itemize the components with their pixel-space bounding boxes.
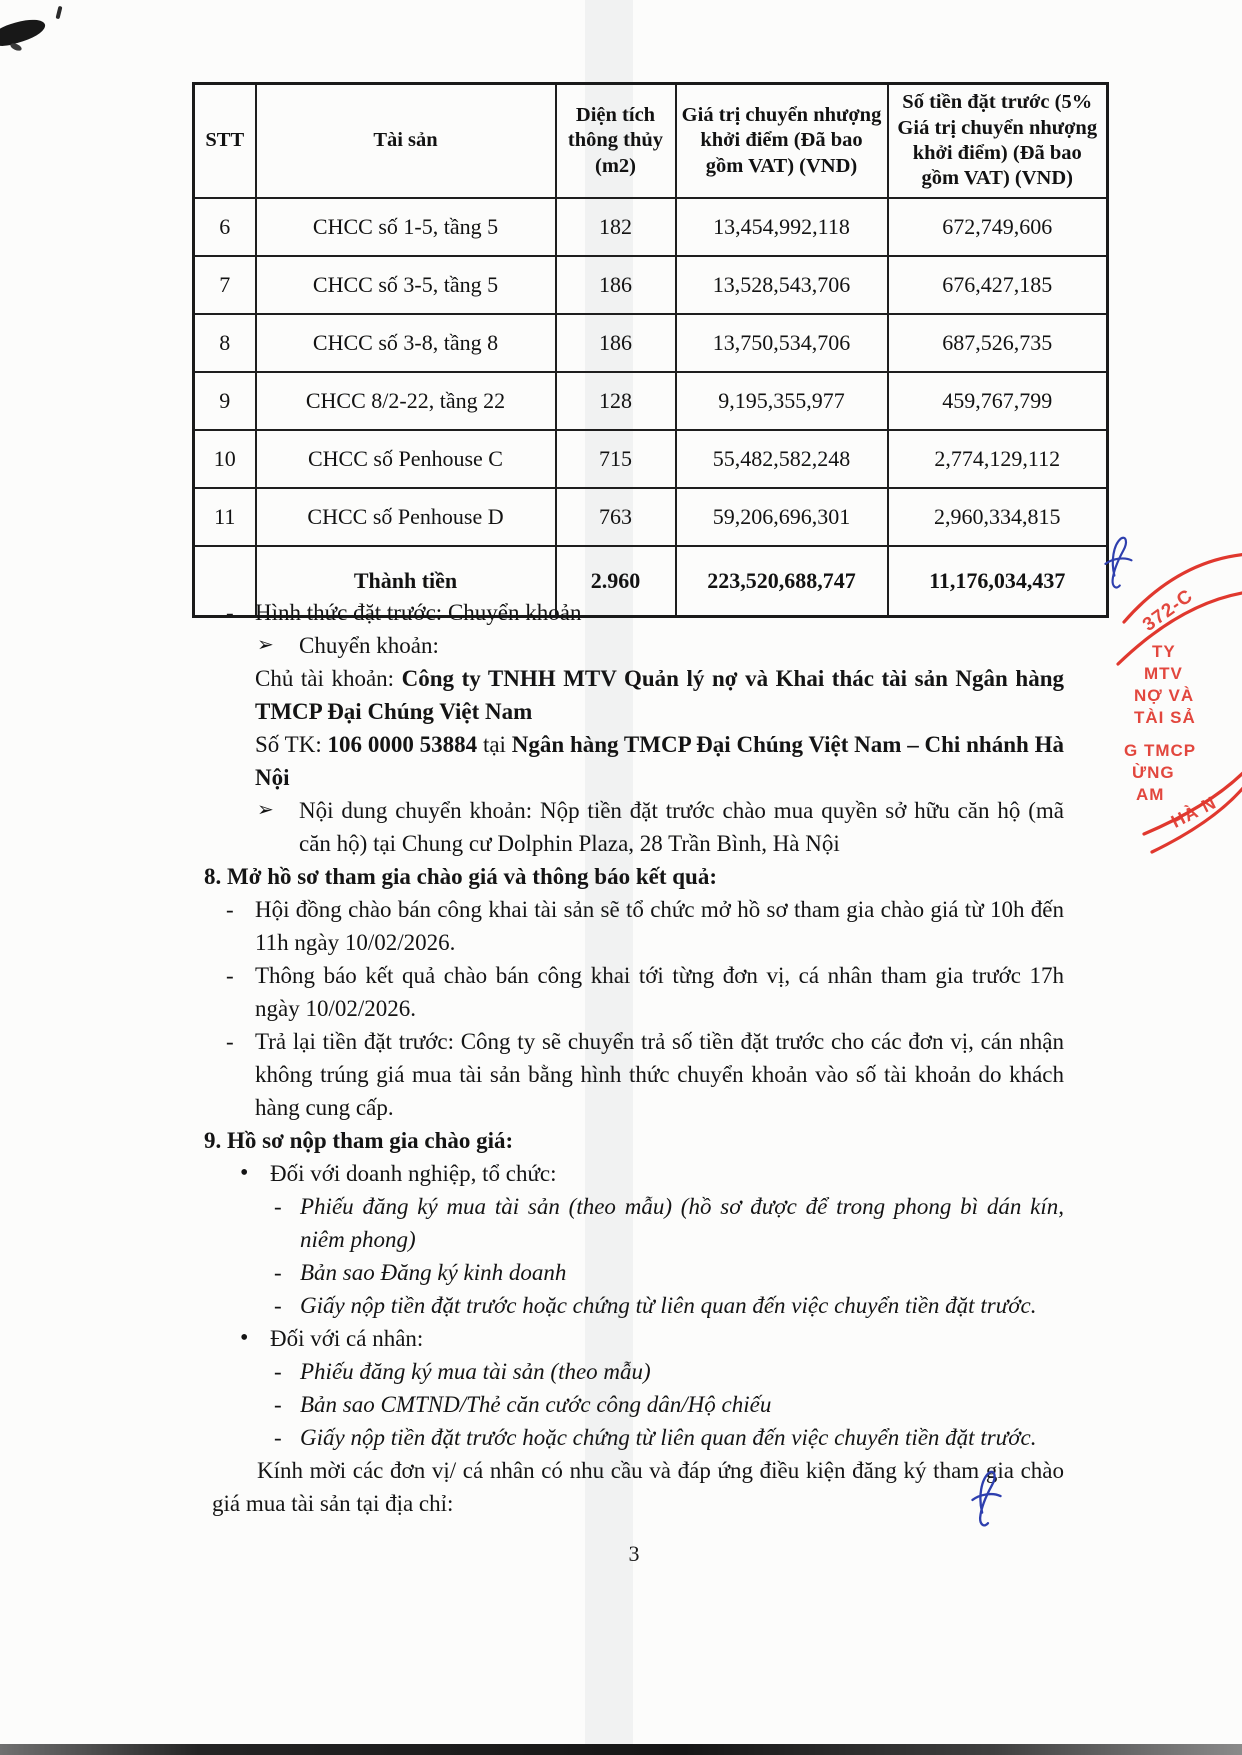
list-item-italic-dash (274, 1289, 1064, 1322)
text-run: Trả lại tiền đặt trước: Công ty sẽ chuyển trả số tiền đặt trước cho các đơn vị, cán nhận không trúng giá mua tài sản bằng hình thức chuyển khoản vào số tài khoản do khách hàng cung cấp. (255, 1029, 1064, 1120)
arrow-icon: ➢ (257, 634, 274, 656)
table-row (194, 198, 1108, 256)
handwritten-initials (1100, 534, 1136, 592)
list-item-arrow (257, 794, 1064, 860)
scan-smudge (0, 15, 48, 50)
column-header: Diện tích thông thủy (m2) (556, 84, 676, 199)
table-cell: 672,749,606 (888, 198, 1108, 256)
table-row (194, 372, 1108, 430)
text-run: Số TK: (255, 732, 328, 757)
stamp-text-fragment: MTV (1144, 664, 1183, 683)
text-run: Chuyển khoản: (299, 633, 439, 658)
arrow-icon: ➢ (257, 799, 274, 821)
header-row (194, 84, 1108, 199)
text-run: Đối với doanh nghiệp, tổ chức: (270, 1161, 557, 1186)
stamp-text-fragment: TY (1152, 642, 1176, 661)
table-cell: 10 (194, 430, 256, 488)
table-cell: 182 (556, 198, 676, 256)
table-cell: 9 (194, 372, 256, 430)
column-header: STT (194, 84, 256, 199)
list-item-bullet (240, 1322, 1064, 1355)
stamp-text-fragment: NỢ VÀ (1134, 686, 1195, 705)
stamp-text-fragment: G TMCP (1124, 741, 1197, 760)
idash-marker: - (274, 1359, 282, 1384)
paragraph-indented (212, 1454, 1064, 1520)
text-run: 8. Mở hồ sơ tham gia chào giá và thông báo kết quả: (204, 864, 717, 889)
bullet-marker: • (240, 1160, 249, 1186)
idash-marker: - (274, 1425, 282, 1450)
table-cell: 676,427,185 (888, 256, 1108, 314)
text-run: 9. Hồ sơ nộp tham gia chào giá: (204, 1128, 514, 1153)
table-cell: 687,526,735 (888, 314, 1108, 372)
table-cell: 11,176,034,437 (888, 546, 1108, 617)
table-cell: 186 (556, 314, 676, 372)
text-run: Giấy nộp tiền đặt trước hoặc chứng từ liên quan đến việc chuyển tiền đặt trước. (300, 1425, 1037, 1450)
stamp-text-fragment: HÀ N (1167, 792, 1220, 832)
column-header: Tài sản (256, 84, 556, 199)
idash-marker: - (274, 1293, 282, 1318)
section-heading (204, 860, 1064, 893)
text-run: 106 0000 53884 (327, 732, 478, 757)
table-cell: 459,767,799 (888, 372, 1108, 430)
bullet-marker: • (240, 1325, 249, 1351)
text-run: Chủ tài khoản: (255, 666, 402, 691)
paragraph (255, 728, 1064, 794)
list-item-italic-dash (274, 1388, 1064, 1421)
list-item-arrow (257, 629, 1064, 662)
page-number: 3 (628, 1541, 640, 1566)
list-item-italic-dash (274, 1256, 1064, 1289)
table-cell: CHCC số Penhouse D (256, 488, 556, 546)
text-run: tại (477, 732, 512, 757)
text-run: Công ty TNHH MTV Quản lý nợ và Khai thác tài sản Ngân hàng TMCP Đại Chúng Việt Nam (255, 666, 1064, 724)
table-cell: 55,482,582,248 (676, 430, 888, 488)
asset-table-body (194, 198, 1108, 617)
text-run: Bản sao Đăng ký kinh doanh (300, 1260, 567, 1285)
list-item-bullet (240, 1157, 1064, 1190)
stamp-text-fragment: ỪNG (1132, 763, 1175, 782)
dash-marker: - (226, 897, 234, 922)
table-cell: 13,454,992,118 (676, 198, 888, 256)
table-cell: 59,206,696,301 (676, 488, 888, 546)
dash-marker: - (226, 963, 234, 988)
column-header: Số tiền đặt trước (5% Giá trị chuyển nhượng khởi điểm) (Đã bao gồm VAT) (VND) (888, 84, 1108, 199)
text-run: Phiếu đăng ký mua tài sản (theo mẫu) (hồ sơ được để trong phong bì dán kín, niêm phong) (300, 1194, 1064, 1252)
scan-smudge (55, 6, 62, 20)
table-cell: 2.960 (556, 546, 676, 617)
list-item-dash (226, 893, 1064, 959)
stamp-text-fragment: TÀI SẢ (1134, 708, 1196, 727)
text-run: Giấy nộp tiền đặt trước hoặc chứng từ liên quan đến việc chuyển tiền đặt trước. (300, 1293, 1037, 1318)
list-item-italic-dash (274, 1190, 1064, 1256)
table-cell: CHCC số 3-5, tầng 5 (256, 256, 556, 314)
table-cell: 13,528,543,706 (676, 256, 888, 314)
table-row (194, 488, 1108, 546)
column-header: Giá trị chuyển nhượng khởi điểm (Đã bao gồm VAT) (VND) (676, 84, 888, 199)
text-run: Bản sao CMTND/Thẻ căn cước công dân/Hộ chiếu (300, 1392, 772, 1417)
text-run: Kính mời các đơn vị/ cá nhân có nhu cầu và đáp ứng điều kiện đăng ký tham gia chào giá mua tài sản tại địa chỉ: (212, 1458, 1064, 1516)
table-cell: 763 (556, 488, 676, 546)
table-cell: 6 (194, 198, 256, 256)
text-run: Ngân hàng TMCP Đại Chúng Việt Nam – Chi nhánh Hà Nội (255, 732, 1064, 790)
table-cell: 8 (194, 314, 256, 372)
list-item-dash (226, 959, 1064, 1025)
idash-marker: - (274, 1392, 282, 1417)
document-body (204, 596, 1064, 1570)
text-run: Nội dung chuyển khoản: Nộp tiền đặt trước chào mua quyền sở hữu căn hộ (mã căn hộ) tại Chung cư Dolphin Plaza, 28 Trần Bình, Hà Nội (299, 798, 1064, 856)
table-cell: Thành tiền (256, 546, 556, 617)
scan-smudge (9, 42, 22, 52)
table-cell: CHCC số Penhouse C (256, 430, 556, 488)
dash-marker: - (226, 1029, 234, 1054)
table-cell: CHCC số 3-8, tầng 8 (256, 314, 556, 372)
text-run: Phiếu đăng ký mua tài sản (theo mẫu) (300, 1359, 651, 1384)
idash-marker: - (274, 1194, 282, 1219)
stamp-text-fragment: 372-C (1138, 585, 1198, 636)
text-run: Hình thức đặt trước: Chuyển khoản (255, 600, 582, 625)
table-cell: 7 (194, 256, 256, 314)
text-run: Hội đồng chào bán công khai tài sản sẽ tổ chức mở hồ sơ tham gia chào giá từ 10h đến 11h ngày 10/02/2026. (255, 897, 1064, 955)
table-cell: 186 (556, 256, 676, 314)
text-run: Đối với cá nhân: (270, 1326, 424, 1351)
text-run: Thông báo kết quả chào bán công khai tới từng đơn vị, cá nhân tham gia trước 17h ngày 10/02/2026. (255, 963, 1064, 1021)
table-cell: 13,750,534,706 (676, 314, 888, 372)
table-row (194, 256, 1108, 314)
table-cell: 9,195,355,977 (676, 372, 888, 430)
list-item-italic-dash (274, 1355, 1064, 1388)
paragraph (255, 662, 1064, 728)
table-cell: 128 (556, 372, 676, 430)
list-item-dash (226, 1025, 1064, 1124)
dash-marker: - (226, 600, 234, 625)
asset-table-header (194, 84, 1108, 199)
idash-marker: - (274, 1260, 282, 1285)
section-heading (204, 1124, 1064, 1157)
table-row (194, 430, 1108, 488)
text-blocks (204, 596, 1064, 1520)
table-cell: 2,960,334,815 (888, 488, 1108, 546)
asset-table (192, 82, 1109, 618)
table-cell: 2,774,129,112 (888, 430, 1108, 488)
table-cell: 223,520,688,747 (676, 546, 888, 617)
handwritten-initials (966, 1468, 1006, 1530)
list-item-italic-dash (274, 1421, 1064, 1454)
table-cell: CHCC 8/2-22, tầng 22 (256, 372, 556, 430)
table-row (194, 314, 1108, 372)
table-cell: CHCC số 1-5, tầng 5 (256, 198, 556, 256)
table-cell: 715 (556, 430, 676, 488)
scanner-edge-strip (0, 1744, 1242, 1755)
list-item-dash (226, 596, 1064, 629)
table-cell: 11 (194, 488, 256, 546)
stamp-text-fragment: AM (1136, 785, 1165, 804)
round-stamp-fragment (1118, 558, 1242, 860)
